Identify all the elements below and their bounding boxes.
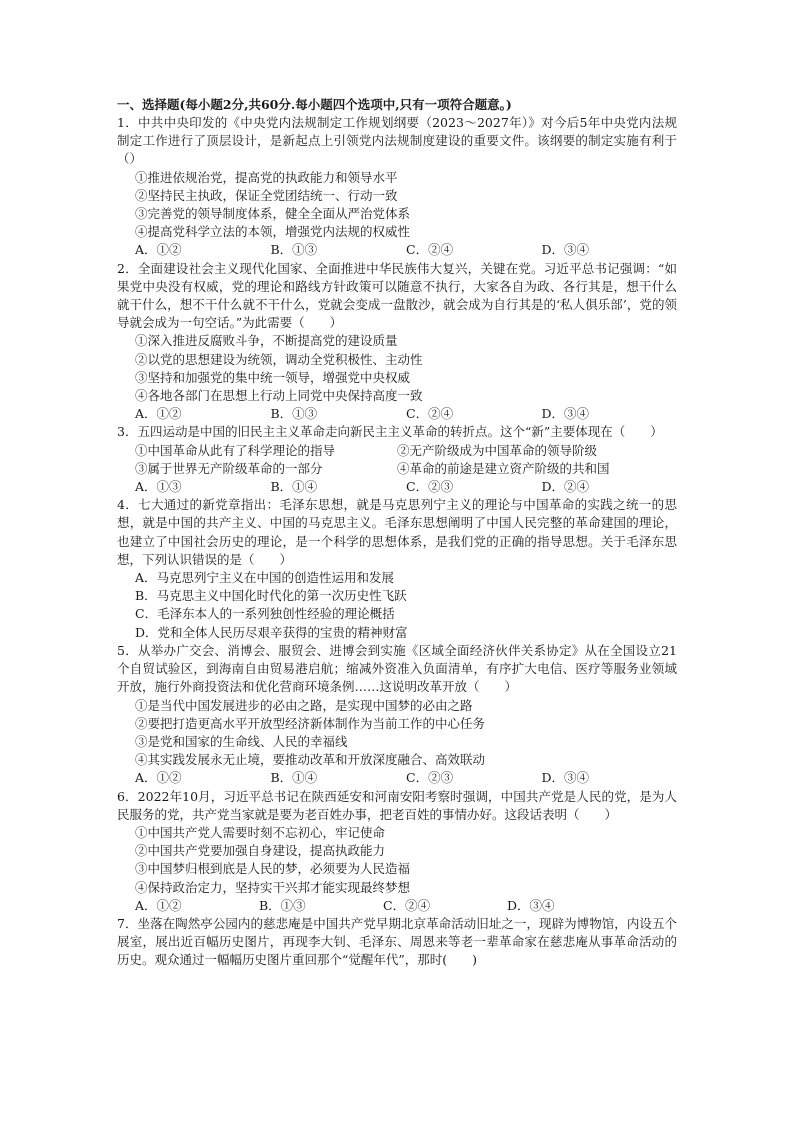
question-6-options [135, 897, 677, 915]
question-7-stem: 7．坐落在陶然亭公园内的慈悲庵是中国共产党早期北京革命活动旧址之一，现辟为博物馆，内设五个展室，展出近百幅历史图片，再现李大钊、毛泽东、周恩来等老一辈革命家在慈悲庵从事革命活动的历史。观众通过一幅幅历史图片重回那个“觉醒年代”，那时( ) [117, 915, 677, 968]
statement: ③坚持和加强党的集中统一领导，增强党中央权威 [135, 369, 411, 385]
option-d[interactable]: D．③④ [541, 770, 590, 786]
option-a[interactable]: A．①③ [135, 479, 182, 495]
option-b[interactable]: B．①③ [270, 242, 318, 258]
statement: ①中国革命从此有了科学理论的指导 [135, 442, 336, 458]
statement: ①推进依规治党，提高党的执政能力和领导水平 [135, 169, 398, 185]
question-4 [117, 496, 677, 642]
option-d[interactable]: D．②④ [541, 479, 590, 495]
option-a[interactable]: A．①② [135, 406, 182, 422]
question-2-stem: 2．全面建设社会主义现代化国家、全面推进中华民族伟大复兴，关键在党。习近平总书记强调：“如果党中央没有权威，党的理论和路线方针政策可以随意不执行，大家各自为政、各行其是，想干什么就干什么，想不干什么就不干什么，党就会变成一盘散沙，就会成为自行其是的‘私人俱乐部’，党的领导就会成为一句空话。”为此需要（ ） [117, 260, 677, 331]
question-3 [117, 423, 677, 496]
question-2 [117, 260, 677, 424]
option-d[interactable]: D．③④ [507, 897, 555, 913]
question-1-options [135, 241, 677, 259]
option-d[interactable]: D．③④ [541, 242, 590, 258]
option-a[interactable]: A．①② [135, 242, 182, 258]
statement: ④各地各部门在思想上行动上同党中央保持高度一致 [135, 388, 423, 404]
statement: ①中国共产党人需要时刻不忘初心，牢记使命 [135, 824, 386, 840]
option-c[interactable]: C．②④ [406, 406, 454, 422]
option-c[interactable]: C．②④ [383, 897, 431, 913]
section-title: 一、选择题(每小题2分,共60分.每小题四个选项中,只有一项符合题意。) [117, 97, 512, 112]
option-b[interactable]: B．马克思主义中国化时代化的第一次历史性飞跃 [135, 588, 407, 604]
question-2-options [135, 405, 677, 423]
question-3-stem: 3．五四运动是中国的旧民主主义革命走向新民主主义革命的转折点。这个“新”主要体现在（ ） [117, 424, 663, 440]
option-d[interactable]: D．党和全体人民历尽艰辛获得的宝贵的精神财富 [135, 624, 408, 640]
statement: ②要把打造更高水平开放型经济新体制作为当前工作的中心任务 [135, 715, 486, 731]
question-3-options [135, 478, 677, 496]
question-6-stem: 6．2022年10月，习近平总书记在陕西延安和河南安阳考察时强调，中国共产党是人民的党，是为人民服务的党，共产党当家就是要为老百姓办事，把老百姓的事情办好。这段话表明（ ） [117, 788, 677, 822]
statement-row [135, 460, 677, 478]
statement-row [135, 442, 677, 460]
question-7 [117, 915, 677, 970]
statement: ③是党和国家的生命线、人民的幸福线 [135, 733, 348, 749]
question-5-stem: 5．从举办广交会、消博会、服贸会、进博会到实施《区域全面经济伙伴关系协定》从在全国设立21个自贸试验区，到海南自由贸易港启航；缩减外资准入负面清单，有序扩大电信、医疗等服务业领域开放，施行外商投资法和优化营商环境条例……这说明改革开放（ ） [117, 642, 677, 695]
question-5-options [135, 769, 677, 787]
question-1 [117, 114, 677, 260]
statement: ③属于世界无产阶级革命的一部分 [135, 460, 323, 476]
option-b[interactable]: B．①③ [270, 406, 318, 422]
option-b[interactable]: B．①④ [270, 770, 318, 786]
statement: ②无产阶级成为中国革命的领导阶级 [397, 442, 598, 458]
option-a[interactable]: A．①② [135, 897, 182, 913]
statement: ②中国共产党要加强自身建设，提高执政能力 [135, 843, 386, 859]
statement: ④提高党科学立法的本领，增强党内法规的权威性 [135, 224, 411, 240]
statement: ③中国梦归根到底是人民的梦，必须要为人民造福 [135, 861, 411, 877]
statement: ①深入推进反腐败斗争，不断提高党的建设质量 [135, 333, 398, 349]
question-4-stem: 4．七大通过的新党章指出：毛泽东思想，就是马克思列宁主义的理论与中国革命的实践之统一的思想，就是中国的共产主义、中国的马克思主义。毛泽东思想阐明了中国人民完整的革命建国的理论，也建立了中国社会历史的理论，是一个科学的思想体系，是我们党的正确的指导思想。关于毛泽东思想，下列认识错误的是（ ） [117, 497, 677, 567]
question-6 [117, 788, 677, 915]
statement: ①是当代中国发展进步的必由之路，是实现中国梦的必由之路 [135, 697, 473, 713]
option-c[interactable]: C．②③ [406, 479, 454, 495]
statement: ④其实践发展永无止境，要推动改革和开放深度融合、高效联动 [135, 752, 486, 768]
exam-page [117, 96, 677, 970]
option-a[interactable]: A．①② [135, 770, 182, 786]
option-d[interactable]: D．③④ [541, 406, 590, 422]
question-1-stem: 1．中共中央印发的《中央党内法规制定工作规划纲要（2023～2027年）》对今后5年中央党内法规制定工作进行了顶层设计，是新起点上引领党内法规制度建设的重要文件。该纲要的制定实施有利于（） [117, 115, 677, 167]
option-a[interactable]: A．马克思列宁主义在中国的创造性运用和发展 [135, 570, 395, 586]
option-c[interactable]: C．毛泽东本人的一系列独创性经验的理论概括 [135, 606, 395, 622]
question-5 [117, 642, 677, 788]
option-c[interactable]: C．②④ [406, 242, 454, 258]
statement: ④保持政治定力，坚持实干兴邦才能实现最终梦想 [135, 879, 411, 895]
option-c[interactable]: C．②③ [406, 770, 454, 786]
statement: ④革命的前途是建立资产阶级的共和国 [397, 460, 610, 476]
option-b[interactable]: B．①④ [270, 479, 318, 495]
statement: ②以党的思想建设为统领，调动全党积极性、主动性 [135, 351, 423, 367]
statement: ②坚持民主执政，保证全党团结统一、行动一致 [135, 187, 398, 203]
option-b[interactable]: B．①③ [259, 897, 306, 913]
statement: ③完善党的领导制度体系，健全全面从严治党体系 [135, 206, 411, 222]
